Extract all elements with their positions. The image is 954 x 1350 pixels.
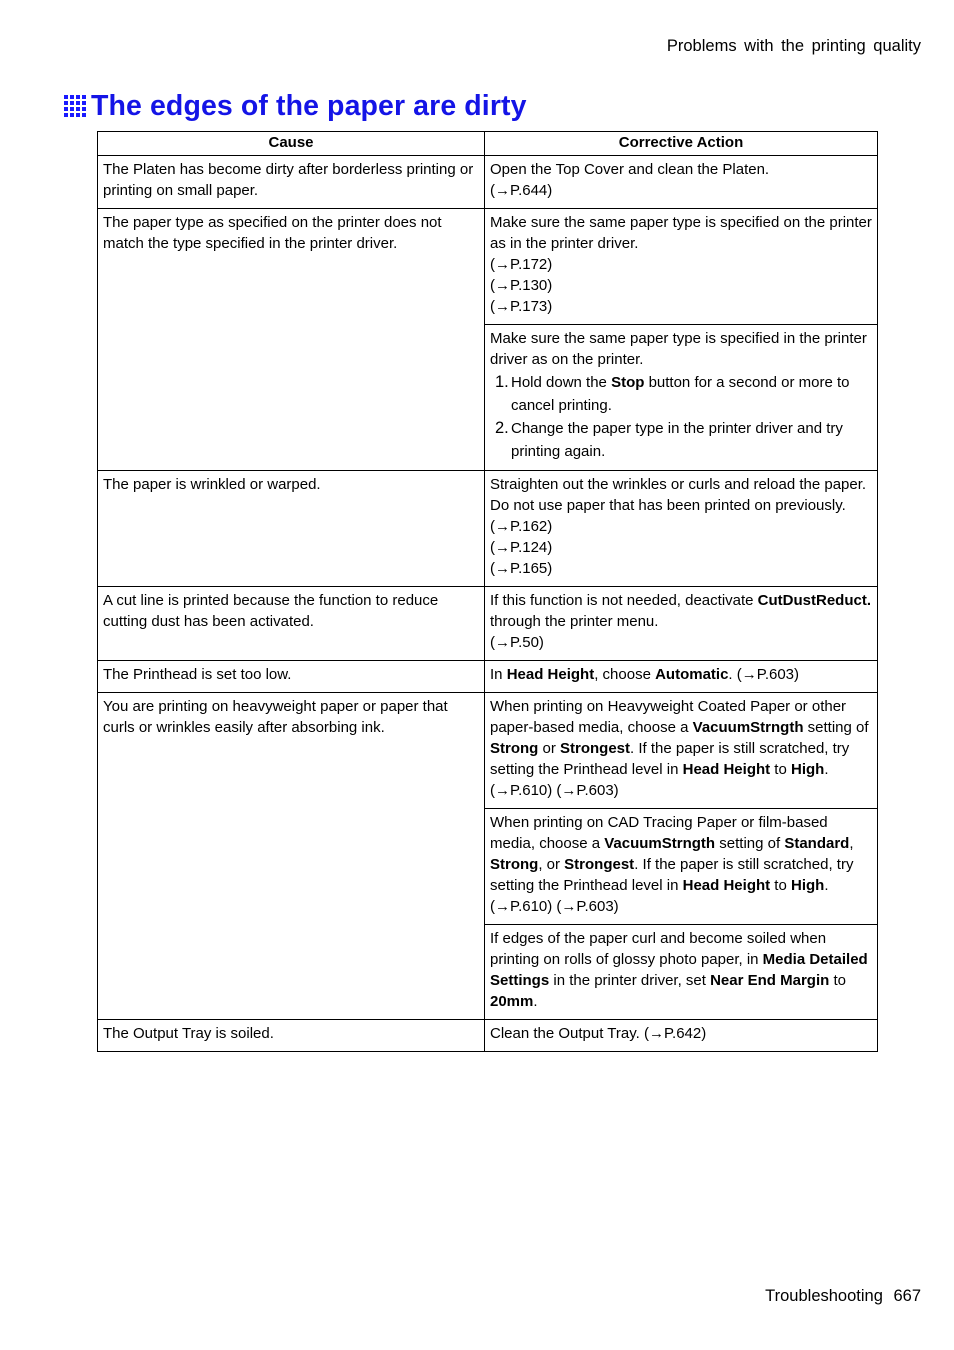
step-text: Change the paper type in the printer driver and try printing again. bbox=[511, 420, 843, 460]
setting-name: Media Detailed Settings bbox=[490, 951, 868, 989]
setting-value: 20mm bbox=[490, 993, 534, 1010]
text-run: in the printer driver, set bbox=[549, 972, 711, 989]
step-text: Hold down the bbox=[511, 374, 612, 391]
setting-value: High bbox=[791, 877, 825, 894]
text-run: When printing on Heavyweight Coated Paper or other paper-based media, choose a bbox=[490, 698, 847, 736]
page-reference[interactable]: (→P.130) bbox=[490, 277, 553, 294]
table-row bbox=[98, 471, 878, 587]
step-item bbox=[490, 371, 872, 417]
section-title-text: The edges of the paper are dirty bbox=[91, 89, 527, 122]
table-row bbox=[98, 156, 878, 209]
text-run: . bbox=[533, 993, 538, 1010]
text-run: setting of bbox=[803, 719, 869, 736]
setting-value: Strong bbox=[490, 740, 539, 757]
grid-icon bbox=[64, 95, 86, 117]
action-text: Straighten out the wrinkles or curls and reload the paper. Do not use paper that has been printed on previously. bbox=[490, 476, 867, 514]
cause-cell: The Printhead is set too low. bbox=[98, 661, 485, 693]
step-list bbox=[490, 371, 872, 463]
setting-value: Strong bbox=[490, 856, 539, 873]
table-row bbox=[98, 661, 878, 693]
page-number: 667 bbox=[893, 1287, 921, 1305]
action-cell bbox=[485, 156, 878, 209]
text-run: . If the paper is still scratched, try setting the Printhead level in bbox=[490, 740, 850, 778]
text-run: to bbox=[770, 761, 791, 778]
action-text: Make sure the same paper type is specified on the printer as in the printer driver. bbox=[490, 214, 872, 252]
setting-name: Head Height bbox=[506, 666, 595, 683]
step-item bbox=[490, 417, 872, 463]
stop-button-label: Stop bbox=[611, 374, 645, 391]
running-footer bbox=[765, 1287, 921, 1306]
setting-name: Head Height bbox=[682, 761, 771, 778]
page-reference[interactable]: (→P.173) bbox=[490, 298, 553, 315]
cause-cell: The Output Tray is soiled. bbox=[98, 1020, 485, 1052]
setting-name: VacuumStrngth bbox=[692, 719, 804, 736]
troubleshooting-table bbox=[97, 131, 878, 1052]
action-text bbox=[490, 590, 872, 632]
page-reference[interactable]: (→P.165) bbox=[490, 560, 553, 577]
text-run: through the printer menu. bbox=[490, 613, 659, 630]
action-cell bbox=[485, 693, 878, 809]
action-text: Make sure the same paper type is specified in the printer driver as on the printer. bbox=[490, 330, 867, 368]
setting-value: High bbox=[791, 761, 825, 778]
text-run: setting of bbox=[715, 835, 785, 852]
text-run: , bbox=[849, 835, 854, 852]
page-reference[interactable]: (→P.162) bbox=[490, 518, 553, 535]
action-cell bbox=[485, 209, 878, 325]
text-run: to bbox=[770, 877, 791, 894]
action-cell bbox=[485, 925, 878, 1020]
cause-cell: A cut line is printed because the function to reduce cutting dust has been activated. bbox=[98, 587, 485, 661]
cause-cell: The Platen has become dirty after borderless printing or printing on small paper. bbox=[98, 156, 485, 209]
action-header: Corrective Action bbox=[485, 132, 878, 156]
setting-value: Automatic bbox=[655, 666, 729, 683]
table-row bbox=[98, 1020, 878, 1052]
step-number: 1. bbox=[495, 373, 509, 391]
page-reference[interactable]: (→P.50) bbox=[490, 634, 544, 651]
table-header-row bbox=[98, 132, 878, 156]
step-number: 2. bbox=[495, 419, 509, 437]
text-run: . (→P.603) bbox=[728, 666, 800, 683]
action-cell: Clean the Output Tray. (→P.642) bbox=[485, 1020, 878, 1052]
step-text: button for a second or more to cancel printing. bbox=[511, 374, 850, 414]
text-run: . If the paper is still scratched, try setting the Printhead level in bbox=[490, 856, 854, 894]
action-cell bbox=[485, 471, 878, 587]
table-row bbox=[98, 693, 878, 809]
setting-name: VacuumStrngth bbox=[604, 835, 716, 852]
text-run: . (→P.610) (→P.603) bbox=[490, 877, 829, 915]
text-run: , choose bbox=[594, 666, 656, 683]
text-run: , or bbox=[538, 856, 565, 873]
text-run: or bbox=[538, 740, 561, 757]
setting-value: Strongest bbox=[564, 856, 635, 873]
action-cell bbox=[485, 325, 878, 471]
text-run: When printing on CAD Tracing Paper or film-based media, choose a bbox=[490, 814, 828, 852]
setting-name: Near End Margin bbox=[710, 972, 830, 989]
table-row bbox=[98, 209, 878, 325]
setting-name: Head Height bbox=[682, 877, 771, 894]
text-run: . (→P.610) (→P.603) bbox=[490, 761, 829, 799]
text-run: If this function is not needed, deactivate bbox=[490, 592, 758, 609]
action-cell bbox=[485, 661, 878, 693]
text-run: If edges of the paper curl and become soiled when printing on rolls of glossy photo paper, in bbox=[490, 930, 827, 968]
page-reference[interactable]: (→P.172) bbox=[490, 256, 553, 273]
action-cell bbox=[485, 809, 878, 925]
page-reference[interactable]: (→P.124) bbox=[490, 539, 553, 556]
page-reference[interactable]: (→P.644) bbox=[490, 182, 553, 199]
action-text: Open the Top Cover and clean the Platen. bbox=[490, 161, 770, 178]
cause-cell: You are printing on heavyweight paper or paper that curls or wrinkles easily after absorbing ink. bbox=[98, 693, 485, 1020]
cause-header: Cause bbox=[98, 132, 485, 156]
section-title bbox=[64, 88, 527, 124]
setting-value: Standard bbox=[784, 835, 850, 852]
footer-section: Troubleshooting bbox=[765, 1287, 883, 1305]
text-run: In bbox=[490, 666, 507, 683]
running-header: Problems with the printing quality bbox=[666, 37, 921, 55]
cause-cell: The paper type as specified on the printer does not match the type specified in the printer driver. bbox=[98, 209, 485, 471]
table-row bbox=[98, 587, 878, 661]
text-run: to bbox=[829, 972, 846, 989]
cause-cell: The paper is wrinkled or warped. bbox=[98, 471, 485, 587]
setting-value: Strongest bbox=[560, 740, 631, 757]
action-cell bbox=[485, 587, 878, 661]
menu-item-name: CutDustReduct. bbox=[757, 592, 871, 609]
